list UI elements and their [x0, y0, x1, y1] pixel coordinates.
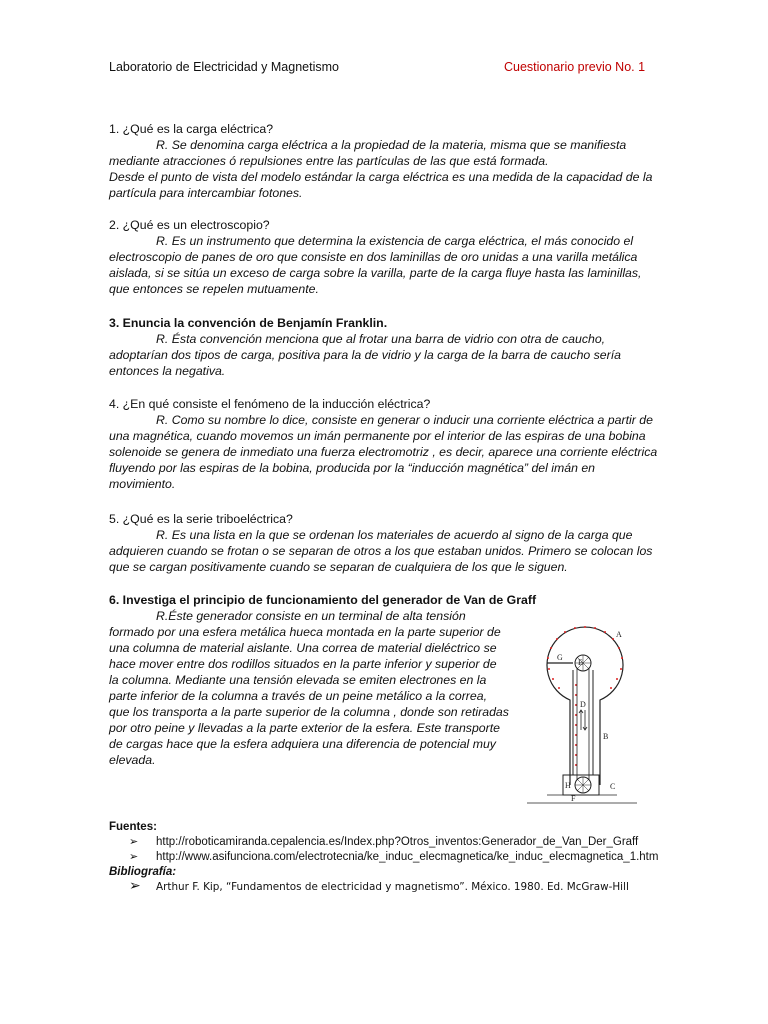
sources-list: [109, 835, 669, 865]
question-answer: R. Como su nombre lo dice, consiste en generar o inducir una corriente eléctrica a partir de una magnética, cuando movemos un imán permanente por el interior de las espiras de una bobina solenoide se genera de inmediato una fuerza electromotriz , es decir, aparece una corriente eléctrica fluyendo por las espiras de la bobina, producida por la “inducción magnética” del imán en movimiento.: [109, 413, 658, 491]
label-h: H: [565, 781, 571, 790]
bibliography-entry: Arthur F. Kip, “Fundamentos de electricidad y magnetismo”. México. 1980. Ed. McGraw-Hill: [156, 881, 629, 893]
label-e: E: [578, 658, 583, 667]
question-6-answer-block: [109, 608, 509, 768]
question-4: [109, 396, 659, 492]
label-a: A: [616, 630, 622, 639]
source-link[interactable]: http://www.asifunciona.com/electrotecnia/ke_induc_elecmagnetica/ke_induc_elecmagnetica_1.htm: [156, 851, 659, 863]
question-title: 6. Investiga el principio de funcionamiento del generador de Van de Graff: [109, 593, 537, 607]
source-link-item: [109, 850, 669, 865]
question-title: 1. ¿Qué es la carga eléctrica?: [109, 122, 274, 136]
charge-dots: [547, 626, 623, 766]
header-course-title: Laboratorio de Electricidad y Magnetismo: [109, 60, 339, 74]
question-title: 3. Enuncia la convención de Benjamín Franklin.: [109, 316, 388, 330]
source-link-item: [109, 835, 669, 850]
question-answer-extra: Desde el punto de vista del modelo estándar la carga eléctrica es una medida de la capacidad de la partícula para intercambiar fotones.: [109, 170, 653, 200]
question-answer: R. Es un instrumento que determina la existencia de carga eléctrica, el más conocido el electroscopio de panes de oro que consiste en dos laminillas de oro unidas a una varilla metálica aislada, si se sitúa un exceso de carga sobre la varilla, parte de la carga fluye hasta las laminillas, que entonces se repelen mutuamente.: [109, 234, 642, 296]
sources-section: [109, 820, 669, 895]
question-title: 5. ¿Qué es la serie triboeléctrica?: [109, 512, 293, 526]
label-f: F: [571, 794, 576, 803]
question-1: [109, 121, 659, 201]
arrow-bullet-icon: ➢: [129, 851, 139, 863]
question-title: 4. ¿En qué consiste el fenómeno de la inducción eléctrica?: [109, 397, 431, 411]
bibliography-label: Bibliografía:: [109, 866, 177, 878]
question-3: [109, 315, 659, 379]
question-6: [109, 592, 579, 608]
question-answer: R. Se denomina carga eléctrica a la propiedad de la materia, misma que se manifiesta mediante atracciones ó repulsiones entre las partículas de las que está formada.: [109, 138, 627, 168]
sources-label: Fuentes:: [109, 821, 157, 833]
question-answer: R. Ésta convención menciona que al frotar una barra de vidrio con otra de caucho, adoptarían dos tipos de carga, positiva para la de vidrio y la carga de la barra de caucho sería entonces la negativa.: [109, 332, 621, 378]
header-questionnaire-title: Cuestionario previo No. 1: [504, 60, 646, 74]
bibliography-list: [109, 877, 669, 895]
label-g: G: [557, 653, 563, 662]
arrow-bullet-icon: ➢: [129, 877, 141, 893]
label-d: D: [580, 700, 586, 709]
label-b: B: [603, 732, 609, 741]
label-c: C: [610, 782, 616, 791]
van-de-graaff-diagram: [527, 615, 637, 810]
source-link[interactable]: http://roboticamiranda.cepalencia.es/Index.php?Otros_inventos:Generador_de_Van_Der_Graff: [156, 836, 639, 848]
question-answer: R. Es una lista en la que se ordenan los materiales de acuerdo al signo de la carga que adquieren cuando se frotan o se separan de otros a los que estaban unidos. Primero se colocan los que se cargan positivamente cuando se separan de cualquiera de los que le siguen.: [109, 528, 653, 574]
question-answer: R.Éste generador consiste en un terminal de alta tensión formado por una esfera metálica hueca montada en la parte superior de una columna de material aislante. Una correa de material dieléctrico se hace mover entre dos rodillos situados en la parte inferior y superior de la columna. Mediante una tensión elevada se emiten electrones en la parte inferior de la columna a través de un peine metálico a la correa, que los transporta a la parte superior de la columna , donde son retiradas por otro peine y llevadas a la parte exterior de la esfera. Este transporte de cargas hace que la esfera adquiera una diferencia de potencial muy elevada.: [109, 609, 509, 767]
question-2: [109, 217, 659, 297]
question-title: 2. ¿Qué es un electroscopio?: [109, 218, 270, 232]
arrow-bullet-icon: ➢: [129, 836, 139, 848]
bibliography-item: [109, 877, 669, 895]
question-5: [109, 511, 659, 575]
